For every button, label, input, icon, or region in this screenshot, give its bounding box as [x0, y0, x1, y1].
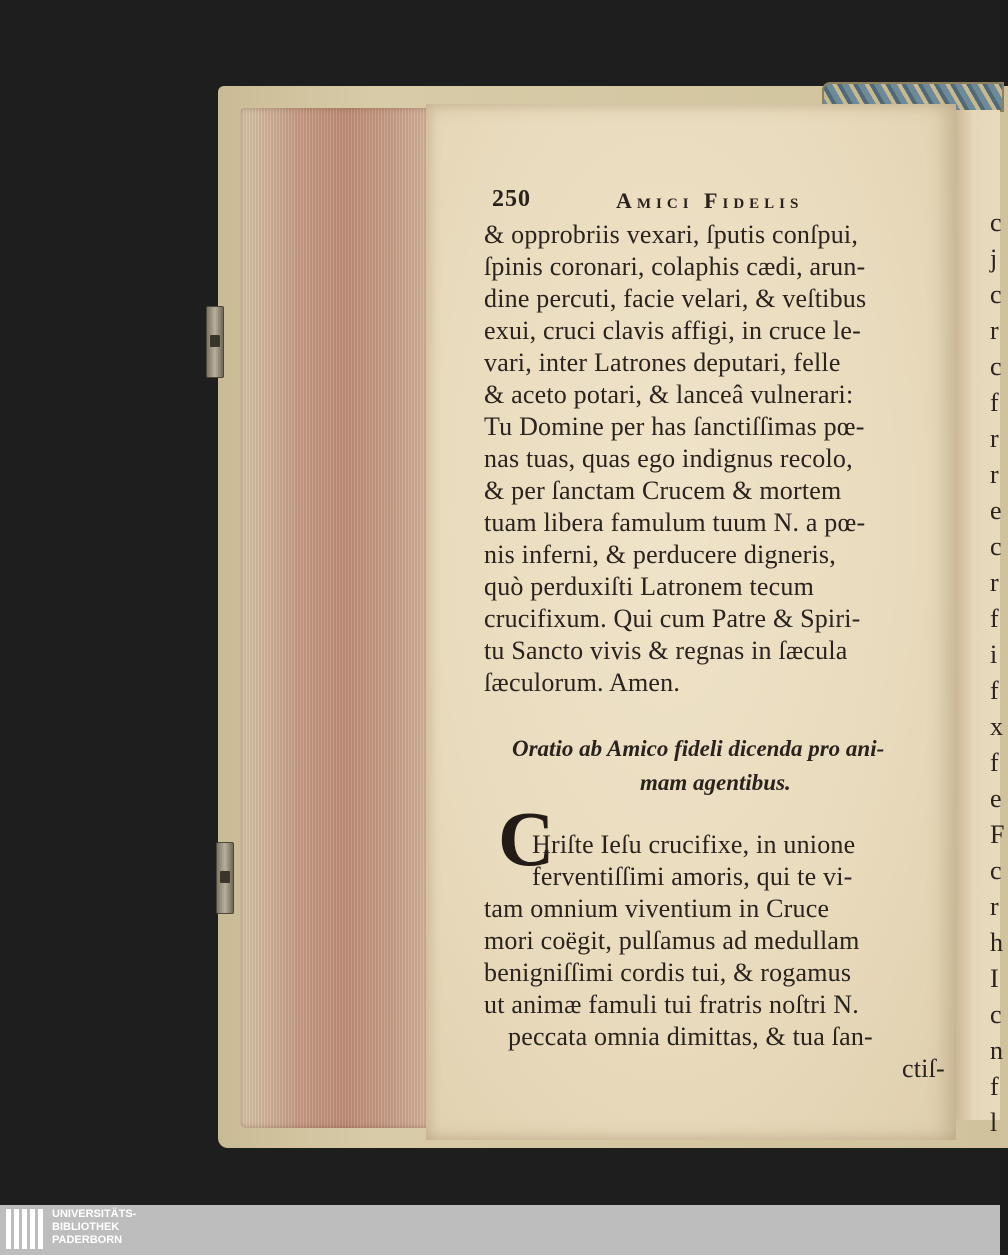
text-line: tu Sancto vivis & regnas in ſæcula — [484, 636, 848, 665]
running-head: Amici Fidelis — [616, 188, 804, 213]
text-line: crucifixum. Qui cum Patre & Spiri- — [484, 604, 861, 633]
library-name-line3: PADERBORN — [52, 1234, 123, 1246]
page-header — [484, 180, 944, 220]
text-line: & per ſanctam Crucem & mortem — [484, 476, 842, 505]
right-page-glyph: f — [990, 604, 999, 633]
right-page-glyph: n — [990, 1036, 1003, 1065]
text-line: mori coëgit, pulſamus ad medullam — [484, 926, 860, 955]
right-page-glyph: f — [990, 676, 999, 705]
right-page-edge — [956, 110, 1005, 1137]
right-page-glyph: l — [990, 1108, 998, 1137]
text-line: Tu Domine per has ſanctiſſimas pœ- — [484, 412, 865, 441]
text-line: ferventiſſimi amoris, qui te vi- — [532, 862, 853, 891]
right-page-glyph: c — [990, 208, 1002, 237]
text-line: ſpinis coronari, colaphis cædi, arun- — [484, 252, 866, 281]
right-page-glyph: e — [990, 496, 1002, 525]
right-page-glyph: I — [990, 964, 999, 993]
right-page-glyph: r — [990, 892, 999, 921]
library-name-line2: BIBLIOTHEK — [52, 1221, 120, 1233]
text-line: Hriſte Ieſu crucifixe, in unione — [532, 830, 856, 859]
text-line: nas tuas, quas ego indignus recolo, — [484, 444, 853, 473]
right-page-glyph: r — [990, 424, 999, 453]
right-page-glyph: x — [990, 712, 1003, 741]
prayer-title-line2: mam agentibus. — [640, 770, 791, 795]
text-line: tam omnium viventium in Cruce — [484, 894, 830, 923]
right-page-glyph: f — [990, 1072, 999, 1101]
drop-cap: C — [498, 795, 555, 882]
text-line: tuam libera famulum tuum N. a pœ- — [484, 508, 866, 537]
right-page-glyph: c — [990, 532, 1002, 561]
text-line: dine percuti, facie velari, & veſtibus — [484, 284, 867, 313]
library-footer — [0, 1205, 1000, 1255]
right-page-glyph: F — [990, 820, 1005, 849]
right-page-glyph: r — [990, 460, 999, 489]
library-name — [52, 1208, 136, 1247]
text-line: ut animæ famuli tui fratris noſtri N. — [484, 990, 859, 1019]
text-line: benigniſſimi cordis tui, & rogamus — [484, 958, 852, 987]
right-page-glyph: f — [990, 388, 999, 417]
page-fore-edge — [240, 108, 430, 1128]
text-line: peccata omnia dimittas, & tua ſan- — [508, 1022, 873, 1051]
right-page-glyph: r — [990, 568, 999, 597]
text-line: & aceto potari, & lanceâ vulnerari: — [484, 380, 854, 409]
right-page-glyph: i — [990, 640, 998, 669]
text-line: ſæculorum. Amen. — [484, 668, 681, 697]
clasp-bottom — [216, 842, 234, 914]
right-page-glyph: c — [990, 352, 1002, 381]
right-page-glyph: j — [990, 244, 998, 273]
right-page-glyph: r — [990, 316, 999, 345]
right-page-glyph: c — [990, 856, 1002, 885]
text-line: exui, cruci clavis affigi, in cruce le- — [484, 316, 861, 345]
right-page-glyph: e — [990, 784, 1002, 813]
text-line: quò perduxiſti Latronem tecum — [484, 572, 814, 601]
clasp-top — [206, 306, 224, 378]
library-name-line1: UNIVERSITÄTS- — [52, 1208, 137, 1220]
prayer-title-line1: Oratio ab Amico fideli dicenda pro ani- — [512, 736, 885, 761]
text-line: nis inferni, & perducere digneris, — [484, 540, 836, 569]
text-line: & opprobriis vexari, ſputis conſpui, — [484, 220, 859, 249]
right-page-glyph: h — [990, 928, 1003, 957]
page-number: 250 — [492, 186, 531, 212]
right-page-glyph: f — [990, 748, 999, 777]
catchword: ctiſ- — [902, 1054, 945, 1083]
right-page-glyph: c — [990, 1000, 1002, 1029]
library-logo-icon — [6, 1209, 46, 1249]
text-line: vari, inter Latrones deputari, felle — [484, 348, 841, 377]
right-page-glyph: c — [990, 280, 1002, 309]
